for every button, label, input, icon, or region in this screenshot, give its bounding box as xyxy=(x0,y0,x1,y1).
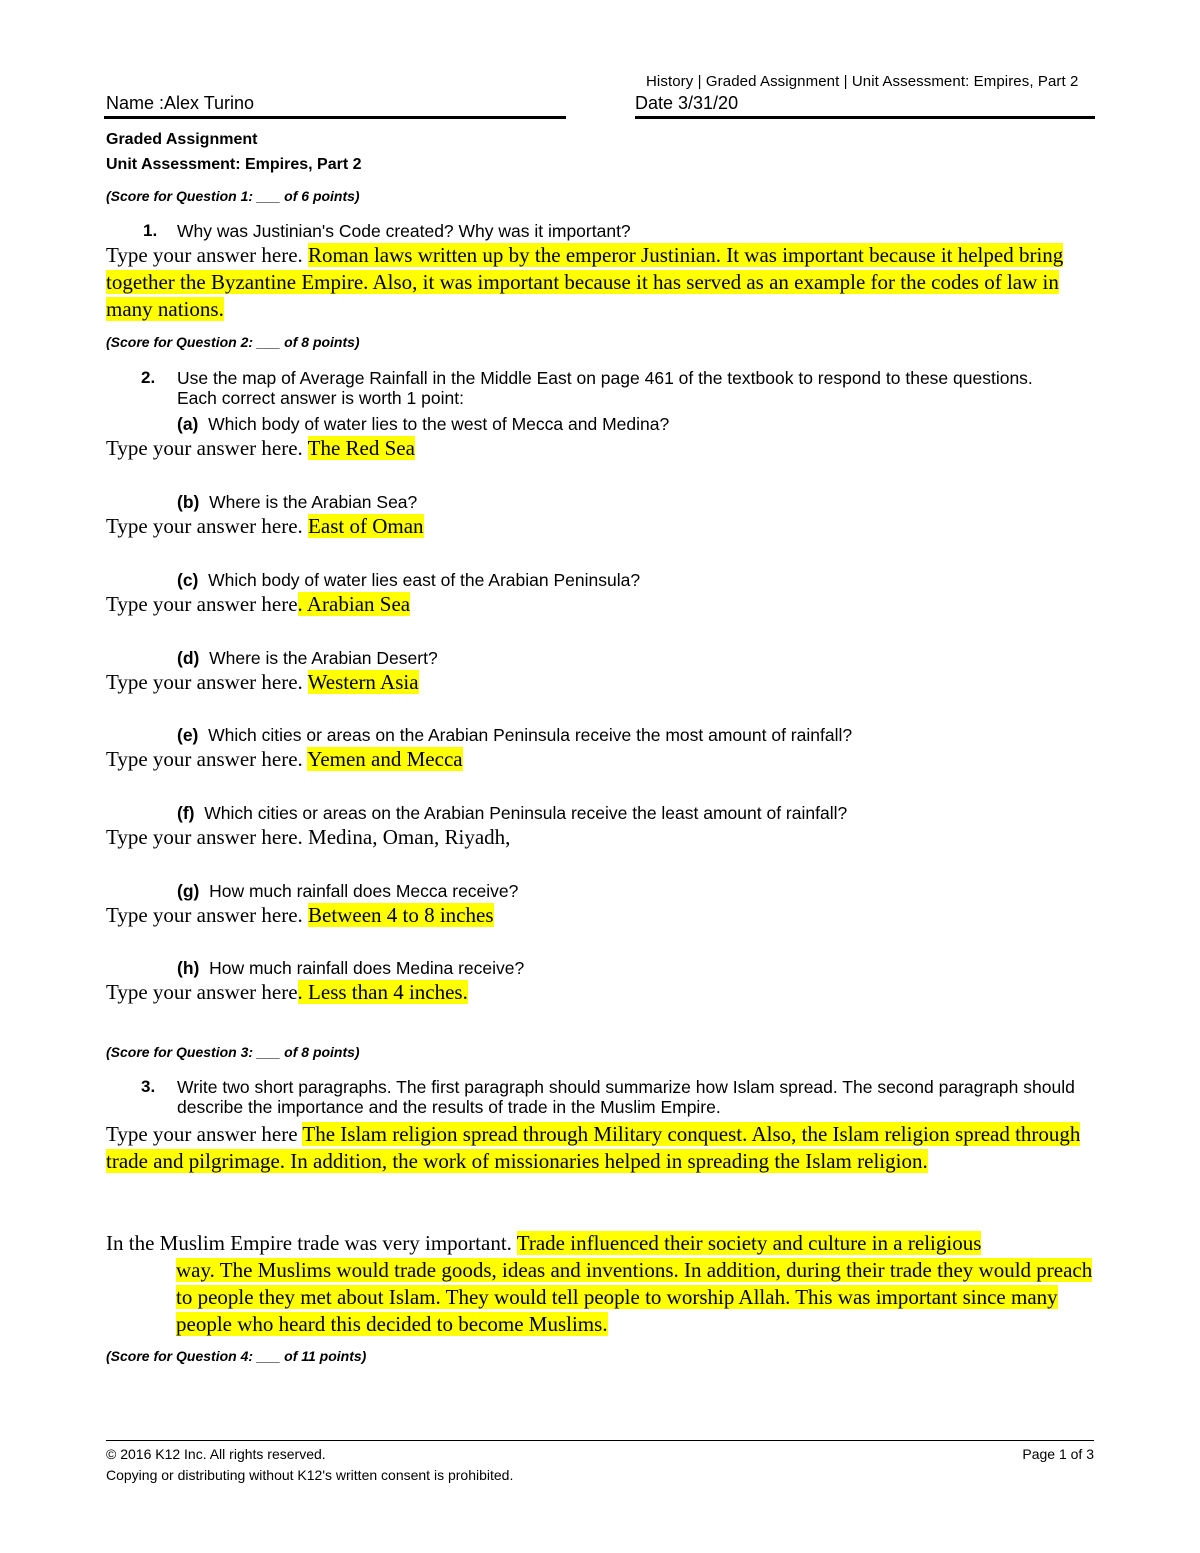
q2-part-letter: (f) xyxy=(177,803,195,823)
q3-number: 3. xyxy=(141,1077,156,1096)
q2-part-answer[interactable] xyxy=(106,669,419,696)
q2-part-letter: (e) xyxy=(177,725,199,745)
q2-part-answer[interactable] xyxy=(106,591,410,618)
q2-part-question xyxy=(177,648,438,669)
header-breadcrumb: History | Graded Assignment | Unit Assessment: Empires, Part 2 xyxy=(646,73,1079,90)
q2-part-letter: (b) xyxy=(177,492,200,512)
q2-part-answer[interactable] xyxy=(106,902,494,929)
q1-question: Why was Justinian's Code created? Why was it important? xyxy=(177,221,631,241)
q2-part-answer-prompt: Type your answer here. xyxy=(106,825,309,849)
q2-part-answer-prompt: Type your answer here. xyxy=(106,747,308,771)
footer-notice: Copying or distributing without K12's written consent is prohibited. xyxy=(106,1467,514,1483)
page-title: Graded Assignment xyxy=(106,131,258,148)
page-subtitle: Unit Assessment: Empires, Part 2 xyxy=(106,156,362,173)
q2-part-answer[interactable] xyxy=(106,746,463,773)
q3-answer-2-first-line: Trade influenced their society and culture in a religious xyxy=(516,1231,982,1255)
q2-part-answer-prompt: Type your answer here. xyxy=(106,903,309,927)
q2-part-answer-text: . Less than 4 inches. xyxy=(297,980,468,1004)
q2-part-answer-text: Western Asia xyxy=(307,670,419,694)
q2-part-question-text: Which cities or areas on the Arabian Peninsula receive the most amount of rainfall? xyxy=(208,725,853,745)
q1-answer-text: Roman laws written up by the emperor Justinian. It was important because it helped bring together the Byzantine Empire. Also, it was important because it has served as an example for the codes of law in many nations. xyxy=(106,243,1064,321)
page-number: Page 1 of 3 xyxy=(1022,1446,1094,1462)
q3-answer-paragraph-2[interactable] xyxy=(106,1230,1098,1338)
q1-answer-block[interactable] xyxy=(106,242,1096,323)
q3-answer-2-lead: In the Muslim Empire trade was very important. xyxy=(106,1231,517,1255)
q2-part-answer-text: Yemen and Mecca xyxy=(307,747,463,771)
q2-part-answer[interactable] xyxy=(106,824,510,851)
q2-number: 2. xyxy=(141,368,156,387)
q2-part-answer-prompt: Type your answer here. xyxy=(106,436,308,460)
q2-part-question xyxy=(177,803,847,824)
name-underline xyxy=(104,116,566,119)
student-name: Name :Alex Turino xyxy=(106,93,255,113)
q2-part-letter: (a) xyxy=(177,414,199,434)
footer-copyright: © 2016 K12 Inc. All rights reserved. xyxy=(106,1446,326,1462)
q2-part-question-text: Which cities or areas on the Arabian Peninsula receive the least amount of rainfall? xyxy=(204,803,848,823)
q2-part-question xyxy=(177,958,524,979)
q2-part-question xyxy=(177,414,669,435)
date-underline xyxy=(635,116,1095,119)
q3-score: (Score for Question 3: ___ of 8 points) xyxy=(106,1044,360,1060)
q3-answer-paragraph-1[interactable] xyxy=(106,1121,1098,1175)
q2-part-answer-text: The Red Sea xyxy=(307,436,415,460)
q2-part-answer-prompt: Type your answer here xyxy=(106,592,298,616)
q2-part-question-text: Which body of water lies east of the Arabian Peninsula? xyxy=(208,570,641,590)
q2-part-question-text: How much rainfall does Medina receive? xyxy=(209,958,525,978)
q2-part-letter: (h) xyxy=(177,958,200,978)
assignment-date: Date 3/31/20 xyxy=(635,93,739,113)
q2-part-answer[interactable] xyxy=(106,979,468,1006)
q2-question: Use the map of Average Rainfall in the Middle East on page 461 of the textbook to respond to these questions. Each correct answer is worth 1 point: xyxy=(177,368,1033,408)
q2-part-answer[interactable] xyxy=(106,513,424,540)
q2-part-question-text: Where is the Arabian Desert? xyxy=(209,648,438,668)
q1-answer-prompt: Type your answer here. xyxy=(106,243,303,267)
q2-part-answer-prompt: Type your answer here. xyxy=(106,670,308,694)
q3-answer-prompt: Type your answer here xyxy=(106,1122,303,1146)
q4-score: (Score for Question 4: ___ of 11 points) xyxy=(106,1348,367,1364)
q2-part-question xyxy=(177,570,640,591)
q1-number: 1. xyxy=(143,221,158,240)
q2-part-question-text: Which body of water lies to the west of Mecca and Medina? xyxy=(208,414,670,434)
q2-part-answer-prompt: Type your answer here. xyxy=(106,514,309,538)
q2-part-question xyxy=(177,725,852,746)
q2-part-answer[interactable] xyxy=(106,435,415,462)
q2-part-question xyxy=(177,492,417,513)
q2-part-letter: (g) xyxy=(177,881,200,901)
q2-part-answer-text: . Arabian Sea xyxy=(297,592,411,616)
q2-part-question-text: How much rainfall does Mecca receive? xyxy=(209,881,519,901)
q2-part-answer-text: East of Oman xyxy=(308,514,424,538)
q2-part-question xyxy=(177,881,518,902)
footer-divider xyxy=(106,1440,1094,1441)
q2-part-answer-prompt: Type your answer here xyxy=(106,980,298,1004)
q2-part-answer-text: Medina, Oman, Riyadh, xyxy=(308,825,511,849)
q2-score: (Score for Question 2: ___ of 8 points) xyxy=(106,334,360,350)
q3-question: Write two short paragraphs. The first paragraph should summarize how Islam spread. The second paragraph should describe the importance and the results of trade in the Muslim Empire. xyxy=(177,1077,1075,1117)
q3-answer-1-text: The Islam religion spread through Military conquest. Also, the Islam religion spread through trade and pilgrimage. In addition, the work of missionaries helped in spreading the Islam religion. xyxy=(106,1122,1081,1173)
q1-score: (Score for Question 1: ___ of 6 points) xyxy=(106,188,360,204)
q2-part-question-text: Where is the Arabian Sea? xyxy=(209,492,418,512)
q2-part-letter: (d) xyxy=(177,648,200,668)
q2-part-letter: (c) xyxy=(177,570,199,590)
q3-answer-2-rest: way. The Muslims would trade goods, ideas and inventions. In addition, during their trade they would preach to people they met about Islam. They would tell people to worship Allah. This was important since many people who heard this decided to become Muslims. xyxy=(176,1258,1093,1336)
q2-part-answer-text: Between 4 to 8 inches xyxy=(308,903,494,927)
